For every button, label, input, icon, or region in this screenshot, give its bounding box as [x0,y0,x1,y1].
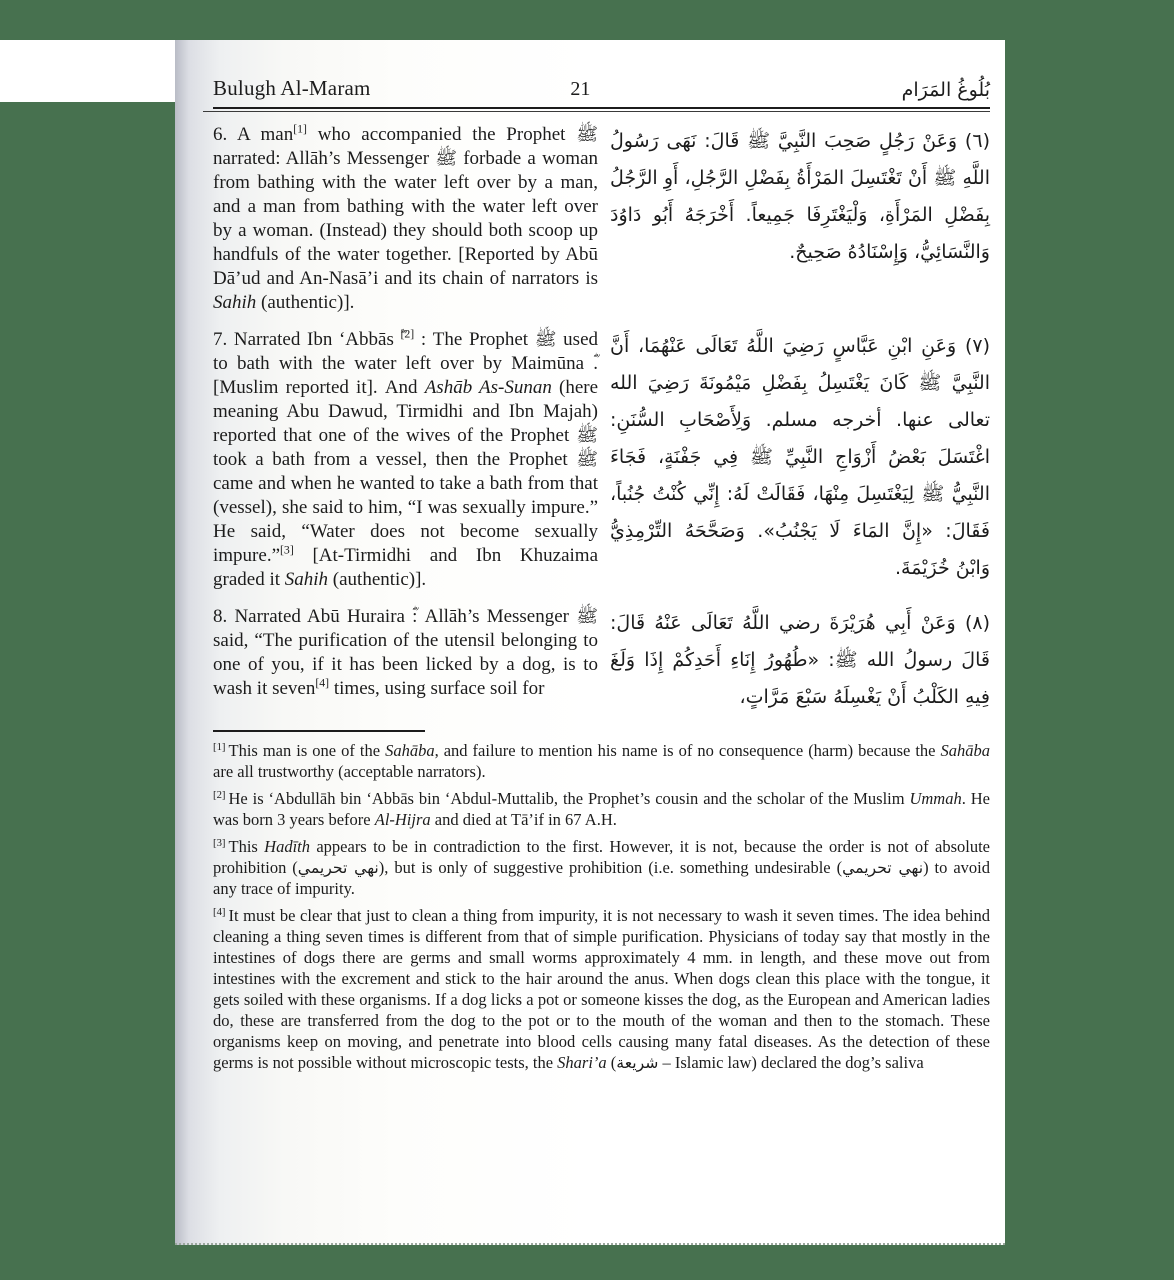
page-number: 21 [570,78,591,100]
footnote-4-text: It must be clear that just to clean a thing from impurity, it is not necessary to wash it seven times. The idea behind cleaning a thing seven times is different from that of simple purification. Physicians of today say that mostly in the intestines of dogs there are germs and small worms approximately 4 mm. in length, and these move out from intestines with the excrement and stick to the hair around the anus. When dogs clean this place with the tongue, it gets soiled with these organisms. If a dog licks a pot or someone kisses the dog, as the European and American ladies do, these are transferred from the dog to the pot or to the mouth of the woman and then to the stomach. These organisms keep on moving, and penetrate into blood cells causing many fatal diseases. As the detection of these germs is not possible without microscopic tests, the Shari’a (شريعة – Islamic law) declared the dog’s saliva [213,906,990,1072]
scan-white-edge [0,40,176,102]
hadith-8-english: 8. Narrated Abū Huraira : Allāh’s Messenger ﷺ said, “The purification of the utensil belonging to one of you, if it has been licked by a dog, is to wash it seven[4] times, using surface soil for [213,606,598,699]
hadith-8-arabic: (٨) وَعَنْ أَبِي هُرَيْرَةَ رضي اللَّهُ تَعَالَى عَنْهُ قَالَ: قَالَ رسولُ الله ﷺ: «طُهُورُ إِنَاءِ أَحَدِكُمْ إِذَا وَلَغَ فِيهِ الكَلْبُ أَنْ يَغْسِلَهُ سَبْعَ مَرَّاتٍ، [610,612,990,708]
book-page [175,40,1005,1245]
hadith-8-row [213,605,990,716]
footnote-3-text: This Hadīth appears to be in contradiction to the first. However, it is not, because the order is not of absolute prohibition (نهي تحريمي), but is only of suggestive prohibition (i.e. something undesirable (نهي تحريمي) to avoid any trace of impurity. [213,837,990,898]
footnote-3 [213,836,990,899]
page-header [213,76,990,109]
hadith-7-english: 7. Narrated Ibn ‘Abbās [2] : The Prophet ﷺ used to bath with the water left over by Maimūna . [Muslim reported it]. And Ashāb As-Sunan (here meaning Abu Dawud, Tirmidhi and Ibn Majah) reported that one of the wives of the Prophet ﷺ took a bath from a vessel, then the Prophet ﷺ came and when he wanted to take a bath from that (vessel), she said to him, “I was sexually impure.” He said, “Water does not become sexually impure.”[3] [At-Tirmidhi and Ibn Khuzaima graded it Sahih (authentic)]. [213,327,599,590]
hadith-7-arabic: (٧) وَعَنِ ابْنِ عَبَّاسٍ رَضِيَ اللَّهُ تَعَالَى عَنْهُمَا، أَنَّ النَّبِيَّ ﷺ كَانَ يَغْتَسِلُ بِفَضْلِ مَيْمُونَةَ رَضِيَ الله تعالى عنها. أخرجه مسلم. وَلِأَصْحَابِ السُّنَنِ: اغْتَسَلَ بَعْضُ أَزْوَاجِ النَّبِيِّ ﷺ فِي جَفْنَةٍ، فَجَاءَ النَّبِيُّ ﷺ لِيَغْتَسِلَ مِنْهَا، فَقَالَتْ لَهُ: إِنِّي كُنْتُ جُنُباً، فَقَالَ: «إِنَّ المَاءَ لَا يَجْنُبُ». وَصَحَّحَهُ التِّرْمِذِيُّ وَابْنُ خُزَيْمَةَ. [610,335,990,579]
footnote-3-marker: [3] [213,836,226,849]
footnote-separator [213,730,425,732]
footnote-1-marker: [1] [213,740,226,753]
hadith-6-arabic: (٦) وَعَنْ رَجُلٍ صَحِبَ النَّبِيَّ ﷺ قَالَ: نَهَى رَسُولُ اللَّهِ ﷺ أَنْ تَغْتَسِلَ المَرْأَةُ بِفَضْلِ الرَّجُلِ، أَوِ الرَّجُلُ بِفَضْلِ المَرْأَةِ، وَلْيَغْتَرِفَا جَمِيعاً. أَخْرَجَهُ أَبُو دَاوُدَ وَالنَّسَائِيُّ، وَإِسْنَادُهُ صَحِيحٌ. [610,130,990,263]
footnote-4 [213,905,990,1073]
book-title-arabic: بُلُوغُ المَرَام [901,79,990,101]
hadith-7-row [213,328,990,592]
hadith-6-row [213,123,990,315]
hadith-area [213,123,990,716]
footnote-1-text: This man is one of the Sahāba, and failure to mention his name is of no consequence (harm) because the Sahāba are all trustworthy (acceptable narrators). [213,741,990,781]
footnote-2 [213,788,990,830]
footnote-4-marker: [4] [213,905,226,918]
footnotes [213,740,990,1073]
hadith-6-english: 6. A man[1] who accompanied the Prophet ﷺ narrated: Allāh’s Messenger ﷺ forbade a woman from bathing with the water left over by a man, and a man from bathing with the water left over by a woman. (Instead) they should both scoop up handfuls of the water together. [Reported by Abū Dā’ud and An-Nasā’i and its chain of narrators is Sahih (authentic)]. [213,122,599,313]
footnote-2-text: He is ‘Abdullāh bin ‘Abbās bin ‘Abdul-Muttalib, the Prophet’s cousin and the scholar of the Muslim Ummah. He was born 3 years before Al-Hijra and died at Tā’if in 67 A.H. [213,789,990,829]
book-title-english: Bulugh Al-Maram [213,76,371,100]
footnote-2-marker: [2] [213,788,226,801]
footnote-1 [213,740,990,782]
